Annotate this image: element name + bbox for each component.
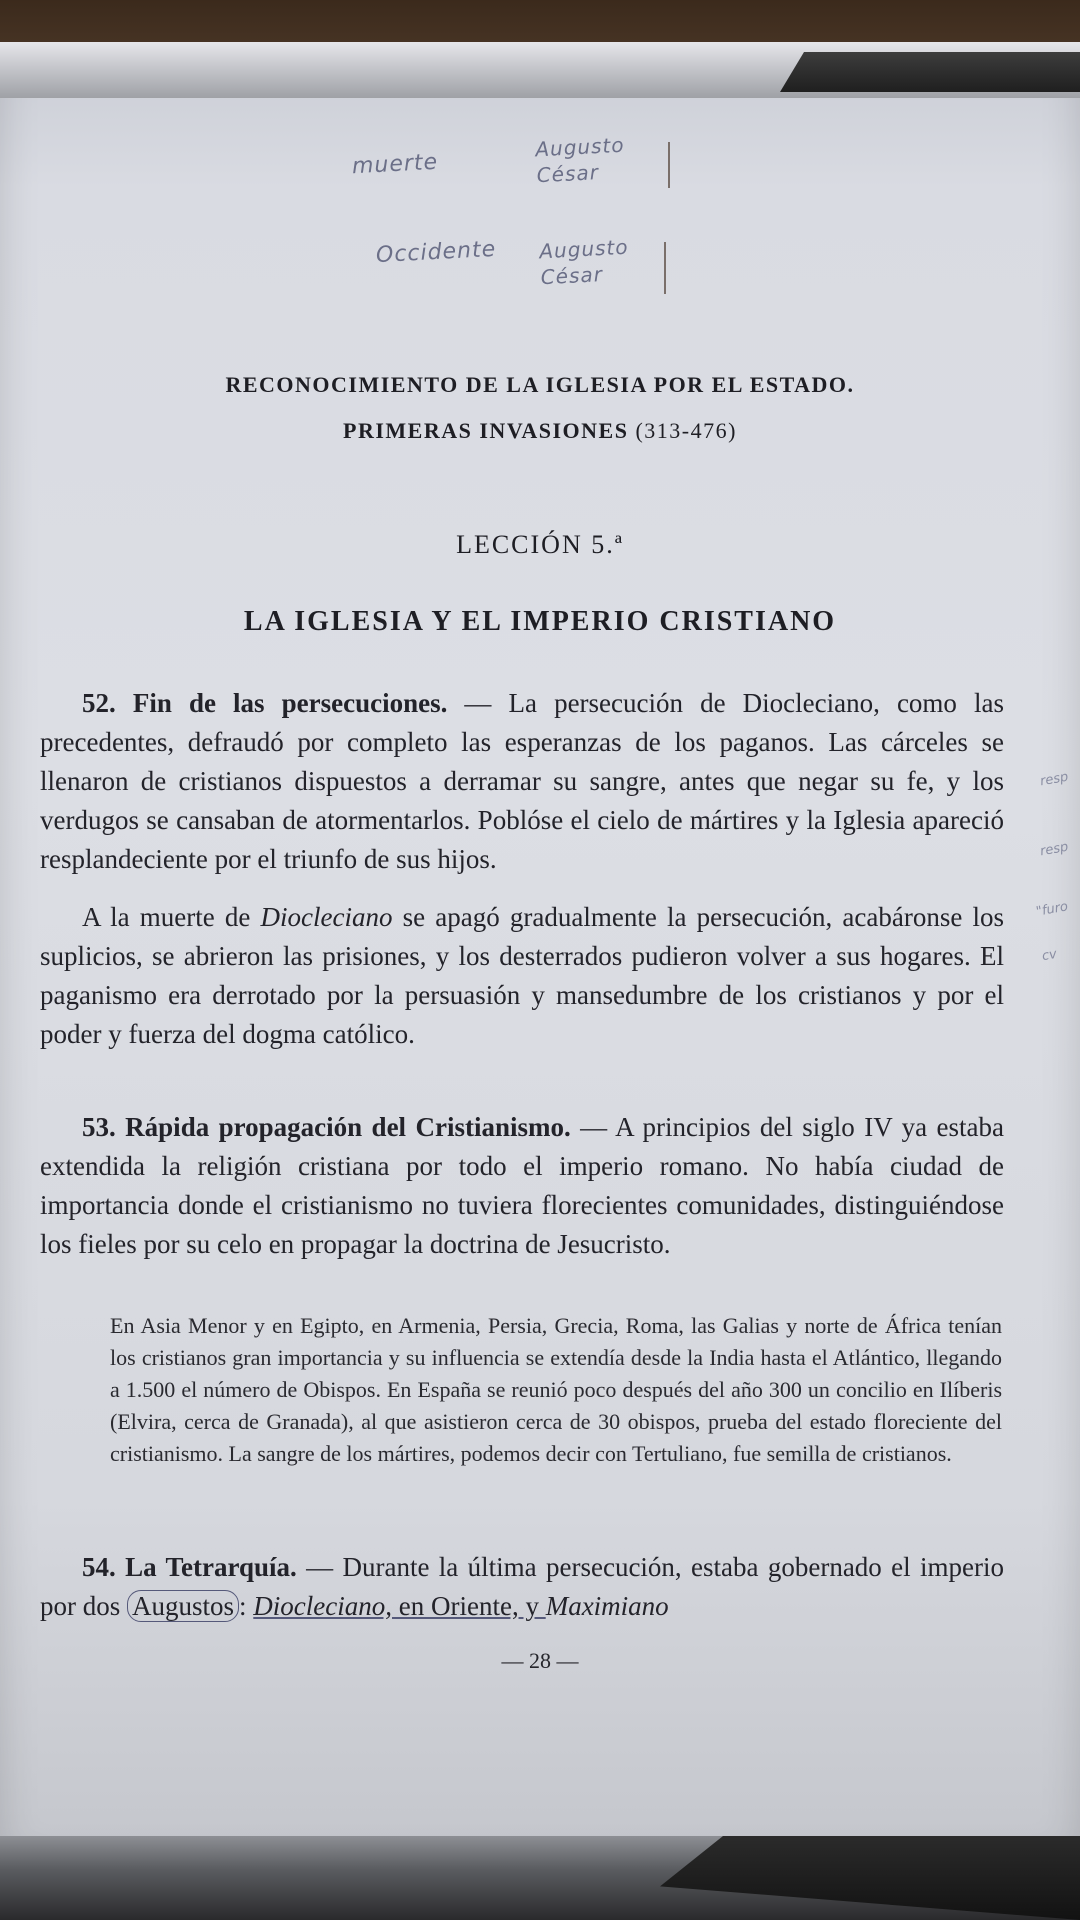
handwritten-note-occidente: Occidente (375, 236, 497, 269)
paragraph-53 (40, 1108, 1004, 1264)
page-top-edge (0, 42, 1080, 98)
lesson-number: LECCIÓN 5.ª (456, 530, 624, 559)
page-bottom-edge (0, 1836, 1080, 1920)
name-maximiano: Maximiano (545, 1591, 669, 1621)
section-subtitle: PRIMERAS INVASIONES (313-476) (343, 418, 737, 443)
handwritten-note-augusto-2: Augusto César (538, 234, 630, 290)
section-dates: (313-476) (635, 418, 737, 443)
section-title: RECONOCIMIENTO DE LA IGLESIA POR EL ESTADO. (225, 372, 855, 397)
paragraph-54: 54. La Tetrarquía. — Durante la última persecución, estaba gobernado el imperio por dos Augustos : Diocleciano, en Oriente, y Maximiano (40, 1552, 1004, 1621)
margin-note-3: "furo (1034, 899, 1070, 920)
paragraph-number: 54. (82, 1552, 116, 1582)
margin-note-2: resp (1038, 839, 1070, 860)
name-diocleciano: Diocleciano, (253, 1591, 392, 1621)
paragraph-52-continued: A la muerte de Diocleciano se apagó gradualmente la persecución, acabáronse los suplicios, se abrieron las prisiones, y los desterrados pudieron volver a sus hogares. El paganismo era derrotado por la persuasión y mansedumbre de los cristianos y por el poder y fuerza del dogma católico. (40, 902, 1004, 1049)
margin-note-4: cv (1040, 946, 1059, 965)
paragraph-title: Fin de las persecuciones. (132, 688, 448, 718)
paragraph-text: — La persecución de Diocleciano, como las precedentes, defraudó por completo las esperanzas de los paganos. Las cárceles se llenaron de cristianos dispuestos a derramar su sangre, antes que negar su fe, y los verdugos se cansaban de atormentarlos. Poblóse el cielo de mártires y la Iglesia apareció resplandeciente por el triunfo de sus hijos. (40, 688, 1005, 874)
paragraph-number: 53. (82, 1112, 116, 1142)
paragraph-53-note: En Asia Menor y en Egipto, en Armenia, Persia, Grecia, Roma, las Galias y norte de África tenían los cristianos gran importancia y su influencia se extendía desde la India hasta el Atlántico, llegando a 1.500 el número de Obispos. En España se reunió poco después del año 300 un concilio en Ilíberis (Elvira, cerca de Granada), al que asistieron cerca de 30 obispos, prueba del estado floreciente del cristianismo. La sangre de los mártires, podemos decir con Tertuliano, fue semilla de cristianos. (110, 1313, 1002, 1466)
handwritten-note-muerte: muerte (351, 149, 439, 180)
chapter-title: LA IGLESIA Y EL IMPERIO CRISTIANO (243, 606, 837, 637)
name-diocleciano: Diocleciano (260, 902, 393, 932)
handwritten-note-augusto-1: Augusto César (534, 132, 626, 188)
paragraph-title: Rápida propagación del Cristianismo. (125, 1112, 571, 1142)
circled-word-augustos: Augustos (127, 1590, 239, 1622)
page-number: — 28 — (501, 1648, 579, 1673)
handwritten-arrow-1 (668, 142, 670, 188)
margin-note-1: resp (1038, 769, 1070, 790)
paragraph-number: 52. (82, 688, 116, 718)
paragraph-text: — A principios del siglo IV ya estaba extendida la religión cristiana por todo el imperio romano. No había ciudad de importancia donde el cristianismo no tuviera florecientes comunidades, distinguiéndose los fieles por su celo en propagar la doctrina de Jesucristo. (40, 1112, 1004, 1259)
paragraph-title: La Tetrarquía. (125, 1552, 297, 1582)
paragraph-52 (40, 684, 1004, 879)
handwritten-arrow-2 (664, 242, 666, 294)
